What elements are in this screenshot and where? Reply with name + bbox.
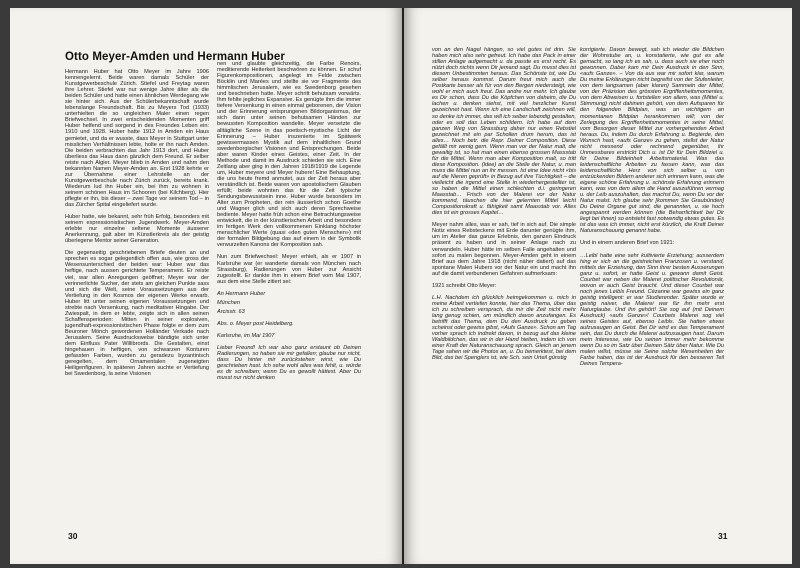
right-column-1 — [432, 47, 576, 527]
letter-text: Lieber Freund! Ich war also ganz erstaunt ob Deinen Radierungen, so haben sie mir gefallen; glaube nur nicht, dass Du hinter mir zurückstehen wirst, wie Du geschrieben hast. Ich sehe wohl alles was fehlt, u. würde es dir schreiben; wenn Du es gewollt hättest. Aber Du musst nur nicht denken — [217, 344, 361, 382]
page-number-right: 31 — [718, 531, 728, 541]
paragraph: Hermann Huber hat Otto Meyer im Jahre 1906 kennengelernt. Beide waren damals Schüler der Kunstgewerbeschule Zürich. Stiefel und Freytag waren ihre Lehrer. Stiefel war nur wenige Jahre älter als die beiden Schüler und hatte einen ähnlichen Werdegang wie sie hinter sich. Aus der Schülerbekanntschaft wurde lebenslange Freundschaft. Bis zu Meyers Tod (1933) unterhielten die so ungleichen Maler einen regen Briefwechsel. In zwei entscheidenden Momenten griff Huber helfend und sorgend in des Freundes Leben ein: 1910 und 1928. Huber hatte 1912 in Amden ein Haus gemietet, und da er wusste, dass Meyer in Stuttgart unter misslichen Verhältnissen lebte, holte er ihn nach Amden. Die beiden verbrachten das Jahr 1913 dort, und Huber überliess das Haus dann gänzlich dem Freund. Er selber reiste nach Algier. Meyer blieb in Amden und nahm den bekannten Namen Meyer-Amden an. Erst 1928 kehrte er zur Übernahme einer Lehrstelle an der Kunstgewerbeschule nach Zürich zurück, bereits krank. Wiederum lud ihn Huber ein, bei ihm zu wohnen in seinem schönen Haus im Schooren (bei Kilchberg). Hier pflegte er ihn, bis dieser – zwei Tage vor seinem Tod – in das Zürcher Spital eingeliefert wurde. — [65, 69, 209, 209]
letter-address: Arcisstr. 63 — [217, 308, 245, 315]
letter-address: An Hermann Huber — [217, 290, 266, 297]
left-column-1 — [65, 69, 209, 525]
paragraph: 1921 schreibt Otto Meyer: — [432, 282, 497, 289]
letter-text: von an den Nagel hängen, so viel gutes ist drin. Sie haben mich also sehr gefreut. Ich habe das Pack in einer stillen Anlage aufgemacht u. da passte es erst recht. Es nützt doch nichts wenn Dir jemand sagt, Du musst dies ist diesem Unbestimmten heraus. Das Schönste ist, wie Du selber heraus kommst. Darum freut mich auch die Postkarte besser als für von den Bergen niedersteigt, wie wohl er mich auch freut. Das andre nur mehr. Ich glaube es Dir schon, dass Du die Köpfchen von daheim, die Du lachen u. denken siehst, mit viel herzlicher Kunst gezeichnet hast. Wenn ich eine Landschaft zeichnen will, so denke ich immer, das will ich selber lebendig gestalten, oder es soll das Leben schildern. Ich habe auf dem ganzen Weg von Strassburg daher nur einen Rebstiel gezeichnet mit ein par Schollen drum herum, das ist alles… Noch betr. die Repr. Deiner Composition. Diese gefällt mir wenig gern. Wenn man vor der Natur malt, die gewaltig ist, so hat man einen ebenso grossen Massstab für die Mittel. Wenn man aber Komposition malt, so tritt diese Komposition. (Idee) an die Stelle der Natur, u. man muss die Mittel nun an ihr messen. Ist eine Idee nicht «bis auf die Nieren geprüft» in Bezug auf ihre Tüchtigkeit – die vielleicht die irgend eine Stelle in wiederhergestellter ist, so haben die Mittel einen schlechten d.i. geringeren Maasstab… Frisch von der Malerei vor der Natur kommend, täuschen die hier gelernten Mittel leicht Compositionskraft u. fähigkeit samt Maasstab vor. Alles dies ist ein grosses Kapitel… — [432, 47, 576, 217]
letter-address: München — [217, 299, 241, 306]
letter-text: korrigierte. Davon bewegt, sah ich wieder die Bildchen der Wohnstube an, u. konstatierte, wie gut es alle gemacht, so lang ich es sah, u. dass auch sie eher noch gewonnen. Daber kam mir Dein Ausdruck in den Sinn, «aufs Ganze». – Von da aus war mir sofort klar, warum Du meine Erklärungen nicht begreifst von der Stufenleiter, von dem langsamen (aber klaren) Sammeln der Mittel, von der Präzision des grössten Ergriffenheitsmomentes, von dem Abweisen u. fortstellen von allem, was (Mittel u. Stimmung) nicht dahinein gehört, von dem Aufsparen für den folgenden Bildplan, was an wichtigem an momentanen Bildplan herankommen will; von der Zerlegung des Ergriffenheitsmomentes in seine Mittel, vom Besorgen dieser Mittel zur vorhergehenden Arbeit heraus. Du, indem Du durch Erfahrung u. Begierde, den Wunsch hast, «aufs Ganze» zu gehen, stellst der Natur nicht messend oder rechnend gegenüber, ihr Unmessbares erstrickt Dich u. ist Dir für Dein Bildziel u. für Deine Bildeinheit Arbeitsmaterial. Was das leidenschaftliche Arbeiten zu fassen kann, was das leidenschaftliche Herz von sich selber u. von entzückenden Bildern anderer sich erinnern kann, was die eigene schöne Erfahrung u. schönste Erfahrung erinnern kann, was von dem allem die Hand auszuführen vermag u. der Leib auszuhalten, das machst Du, wenn Du vor der Natur malst. Ich glaube sehr [kommen Sie Graubünden] Du Deine Organe gut sind, die genannten, u. sie hoch angespannt werden können (die Beharrlichkeit bei Dir liegt bei ihnen) so entsteht fast notwendig etwas gutes. Es ist das was ich immer, nicht erst kürzlich, die Kraft Deiner Naturanschauung genannt habe. — [580, 47, 724, 235]
paragraph: Die gegenseitig geschriebenen Briefe deuten an und sprechen es sogar gelegentlich offen aus, wie gross der Wesensunterschied der beiden war: Huber war das heftige, nach aussen gerichtete Temperament. Er reiste viel, war allen Anregungen geöffnet; Meyer war der verinnerlichte Sucher, der stets am gleichen Punkte sass und sich die Welt, seine Voraussetzungen aus der Vertiefung in den Kosmos der eigenen Werke erwarb. Huber litt unter seinen eigenen Voraussetzungen und strebte nach Versenkung, nach meditativer Hingabe. Der Zwiespalt, in dem er lebte, zeigte sich in allen seinen Schaffensperioden: Mitten in seiner explosiven, jugendhaft-expressionistischen Phase folgte er dem zum Beuroner Mönch gewordenen Holländer Verkade nach Jerusalem. Seine Ausdruckswelse bändigte sich unter dem Einfluss Pater Willibrords. Die Gestalten, einst hingehauen in heftigen, von schwarzen Konturen gefassten Farben, wurden zu geradezu byzantinisch geregelten, dem Ornamentalen zugeneigten Heiligenfiguren. In späteren Jahren suchte er Vertiefung bei Swedenborg, la seine Visionen — [65, 250, 209, 378]
page-number-left: 30 — [68, 531, 78, 541]
paragraph: Meyer nahm alles, was er sah, tief in sich auf. Die simple Notiz eines Rebsteckens mit Erde darunter genügte ihm, um im Atelier das ganze Erlebnis, den ganzen Eindruck präsent zu haben und in seiner Anlage nach zu verwandeln. Huber hätte im selben Falle angehalten und sofort zu malen begonnen. Meyer-Amden geht in einem Brief aus dem Jahre 1918 (nicht näher datiert) auf das spontane Malen Hubers vor der Natur ein und macht ihn auf die damit verbundenen Gefahren aufmerksam: — [432, 222, 576, 277]
paragraph: Nun zum Briefwechsel: Meyer erhielt, als er 1907 in Karlsruhe war (er wanderte damals von München nach Strassburg), Radierungen von Huber zur Ansicht zugestellt. Er dankte ihm in einem Brief vom Mai 1907, aus dem eine Stelle zitiert sei: — [217, 254, 361, 285]
paragraph: Und in einem anderen Brief von 1921: — [580, 240, 675, 247]
left-page — [10, 8, 402, 564]
right-column-2 — [580, 47, 724, 527]
paragraph: nen und glaubte gleichzeitig, die Farbe Renoirs, meditierende Heiterkeit beschwören zu können. Er schuf Figurenkompositionen, angelegt im Felde zwischen Böcklin und Marées und stellte sie vor Fragmente des himmlischen Jerusalem, wie es Swedenborg gesehen und beschrieben hatte. Meyer schritt behutsam vorwärts. Ihm fehlte jegliches Expansive. Es genügte ihm die immer tiefere Versenkung in einen einmal geborenen, der Vision und der Erinnerung entsprungenen Bildorganismus, der sich dann unter seinen behutsamen Händen zur bewussten Komposition wandelte. Meyer versetzte die alltägliche Szene in das poetisch-mystische Licht der Erinnerung – Huber inszenierte im Spätwerk gewissermassen Mystik auf dem inhaltlichen Grund swedenborgischer Visionen und Entsprechungen. Beide aber waren Kinder eines Geistes, einer Zeit. In der Methode und damit im Ausdruck schieden sie sich. Eine Zeitlang aber ging in den Jahren 1918/1919 die Legende um, Huber meyere und Meyer hubere! Eine Behauptung, die uns heute fremd anmutet, aus der Zeit heraus aber verständlich ist. Beide waren von apostolischem Glauben erfüllt; beide wohnten das für die Zeit typische Sendungsbewusstsein inne. Huber wurde besonders im Alter zum Propheten, der rein äusserlich schon Goethe und Wagner glich und sich auch deren Sprechweise bediente. Meyer hatte früh schon eine Betrachtungsweise entwickelt, die in der künstlerischen Arbeit und besonders im fertigen Werk den vollkommenen Einklang höchster menschlicher Werte (quasi «den guten Menschen») mit der formalen Bildgebung das auf einem in der Symbolik verwurzelten Kanons der Komposition sah. — [217, 61, 361, 249]
letter-text: L.H. Nachdem ich glücklich heimgekommen u. mich in meine Arbeit vertiefen konnte, hier das Thema, über das ich zu schreiben versprach, da mir die Zeit nicht mehr lang genug schien, um mündlich davon anzufangen. Es betrifft das Thema, dem Du den Ausdruck zu geben scheinst oder gewiss gibst, «Aufs Ganze». Schon am Tag vorher sprach ich indirekt davon, in bezug auf das kleine Waldbildchen, das wir in der Hand hielten, indem ich von einer Kraft der Naturanschauung sprach. Gleich an jenem Tage sahen wir die Photos an, u. Du bemerktest, bei dem Bild, das bei Spenglers ist, wie Sch. sein Urteil günstig — [432, 294, 576, 362]
book-spread — [10, 8, 792, 564]
letter-sender: Abs. o. Meyer post Heidelberg. — [217, 320, 294, 327]
paragraph: Huber hatte, wie bekannt, sehr früh Erfolg, besonders mit seinem expressionistischen Jugendwerk. Meyer-Amden erlebte nur einzelne seltene Momente äusserer Anerkennung, galt aber im Künstlerkreis als der geistig überlegene Mentor seiner Generation. — [65, 214, 209, 245]
letter-text: …Leibl hatte eine sehr kultivierte Erziehung; ausserdem hing er sich an die geistreichen Franzosen u. verstand, mittels der Erziehung, den Sinn ihrer besten Ausserungen ganz u. sofort, er hatte Geist u. gewann damit Geist. Courbet war neben der Malerei politischer Revolutionär, wovon er auch Geist braucht. Und dieser Courbet war noch jenes Leibls Freund. Cézanne war gewiss ein ganz geistig intelligent: er war Studierender. Später wurde er geistig naiver, die Malerei war für ihn mehr erst Naturglaube. Und ihn gehört! Sie sog auf (mit Deinem Ausdruck) «aufs Ganze»! Courbets Malerei sog viel seines Geistes auf, ebenso Leibls. Sie hatten etwas aufzusaugen an Geist. Bei Dir wird es das Temperament sein, das Du durch die Malerei aufzusaugen hast. Darum mein Interesse, wie Du seinen immer mehr bekomme wenn Du so im Satz über Deinen Sätz über Natur. Wie Du malen willst, müsse sie Seine solche Wesenheiten der Farbe haben, das ist der Ausdruck für den besseren Teil Deines Tempera- — [580, 252, 724, 368]
article-title: Otto Meyer-Amden und Hermann Huber — [65, 51, 286, 63]
letter-date: Karlsruhe, im Mai 1907 — [217, 332, 275, 339]
left-column-2 — [217, 61, 361, 527]
right-page — [404, 8, 792, 564]
